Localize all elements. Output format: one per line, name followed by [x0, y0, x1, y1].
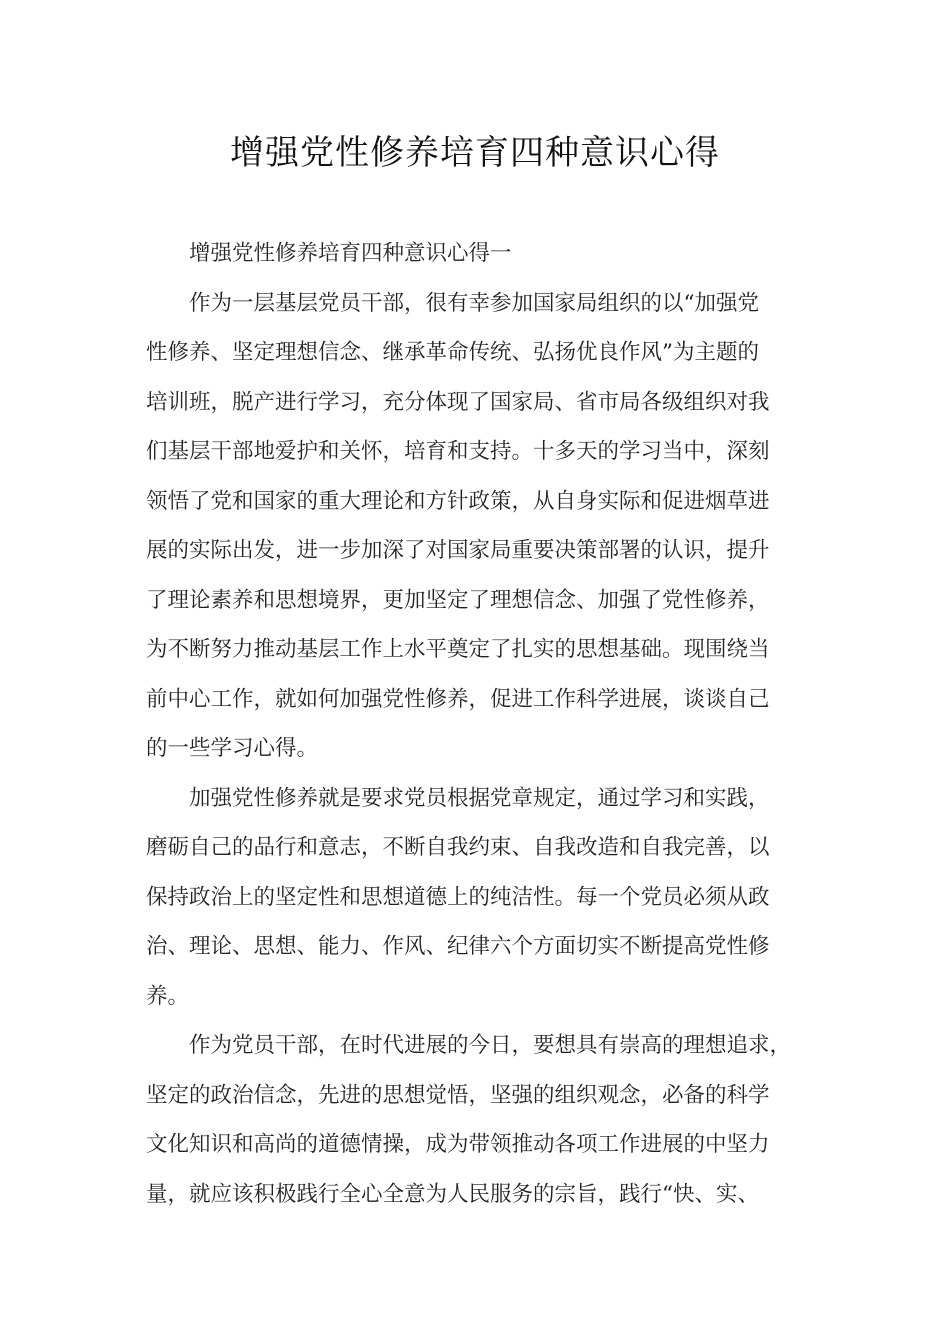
text-line: 治、理论、思想、能力、作风、纪律六个方面切实不断提高党性修 — [146, 934, 770, 959]
text-line: 文化知识和高尚的道德情操，成为带领推动各项工作进展的中坚力 — [146, 1132, 770, 1157]
text-line: 们基层干部地爱护和关怀，培育和支持。十多天的学习当中，深刻 — [146, 439, 770, 464]
text-line: 为不断努力推动基层工作上水平奠定了扎实的思想基础。现围绕当 — [146, 637, 770, 662]
text-line: 坚定的政治信念，先进的思想觉悟，坚强的组织观念，必备的科学 — [146, 1082, 770, 1108]
subtitle-line: 增强党性修养培育四种意识心得一 — [189, 241, 512, 266]
text-line: 养。 — [146, 983, 190, 1009]
text-line: 保持政治上的坚定性和思想道德上的纯洁性。每一个党员必须从政 — [146, 884, 770, 910]
text-line: 了理论素养和思想境界，更加坚定了理想信念、加强了党性修养， — [146, 587, 770, 613]
text-line: 领悟了党和国家的重大理论和方针政策，从自身实际和促进烟草进 — [146, 488, 770, 514]
document-title: 增强党性修养培育四种意识心得 — [230, 133, 720, 173]
text-line: 磨砺自己的品行和意志，不断自我约束、自我改造和自我完善，以 — [146, 835, 770, 860]
text-line: 加强党性修养就是要求党员根据党章规定，通过学习和实践， — [189, 785, 770, 811]
text-line: 培训班，脱产进行学习，充分体现了国家局、省市局各级组织对我 — [146, 389, 770, 415]
text-line: 的一些学习心得。 — [146, 736, 319, 761]
text-line: 前中心工作，就如何加强党性修养，促进工作科学进展，谈谈自己 — [146, 686, 770, 712]
text-line: 展的实际出发，进一步加深了对国家局重要决策部署的认识，提升 — [146, 538, 770, 563]
document-body — [146, 229, 814, 1219]
text-line: 性修养、坚定理想信念、继承革命传统、弘扬优良作风”为主题的 — [146, 340, 759, 365]
text-line: 作为党员干部，在时代进展的今日，要想具有崇高的理想追求， — [189, 1033, 792, 1058]
text-line: 量，就应该积极践行全心全意为人民服务的宗旨，践行“快、实、 — [146, 1181, 759, 1207]
text-line: 作为一层基层党员干部，很有幸参加国家局组织的以“加强党 — [189, 290, 759, 316]
